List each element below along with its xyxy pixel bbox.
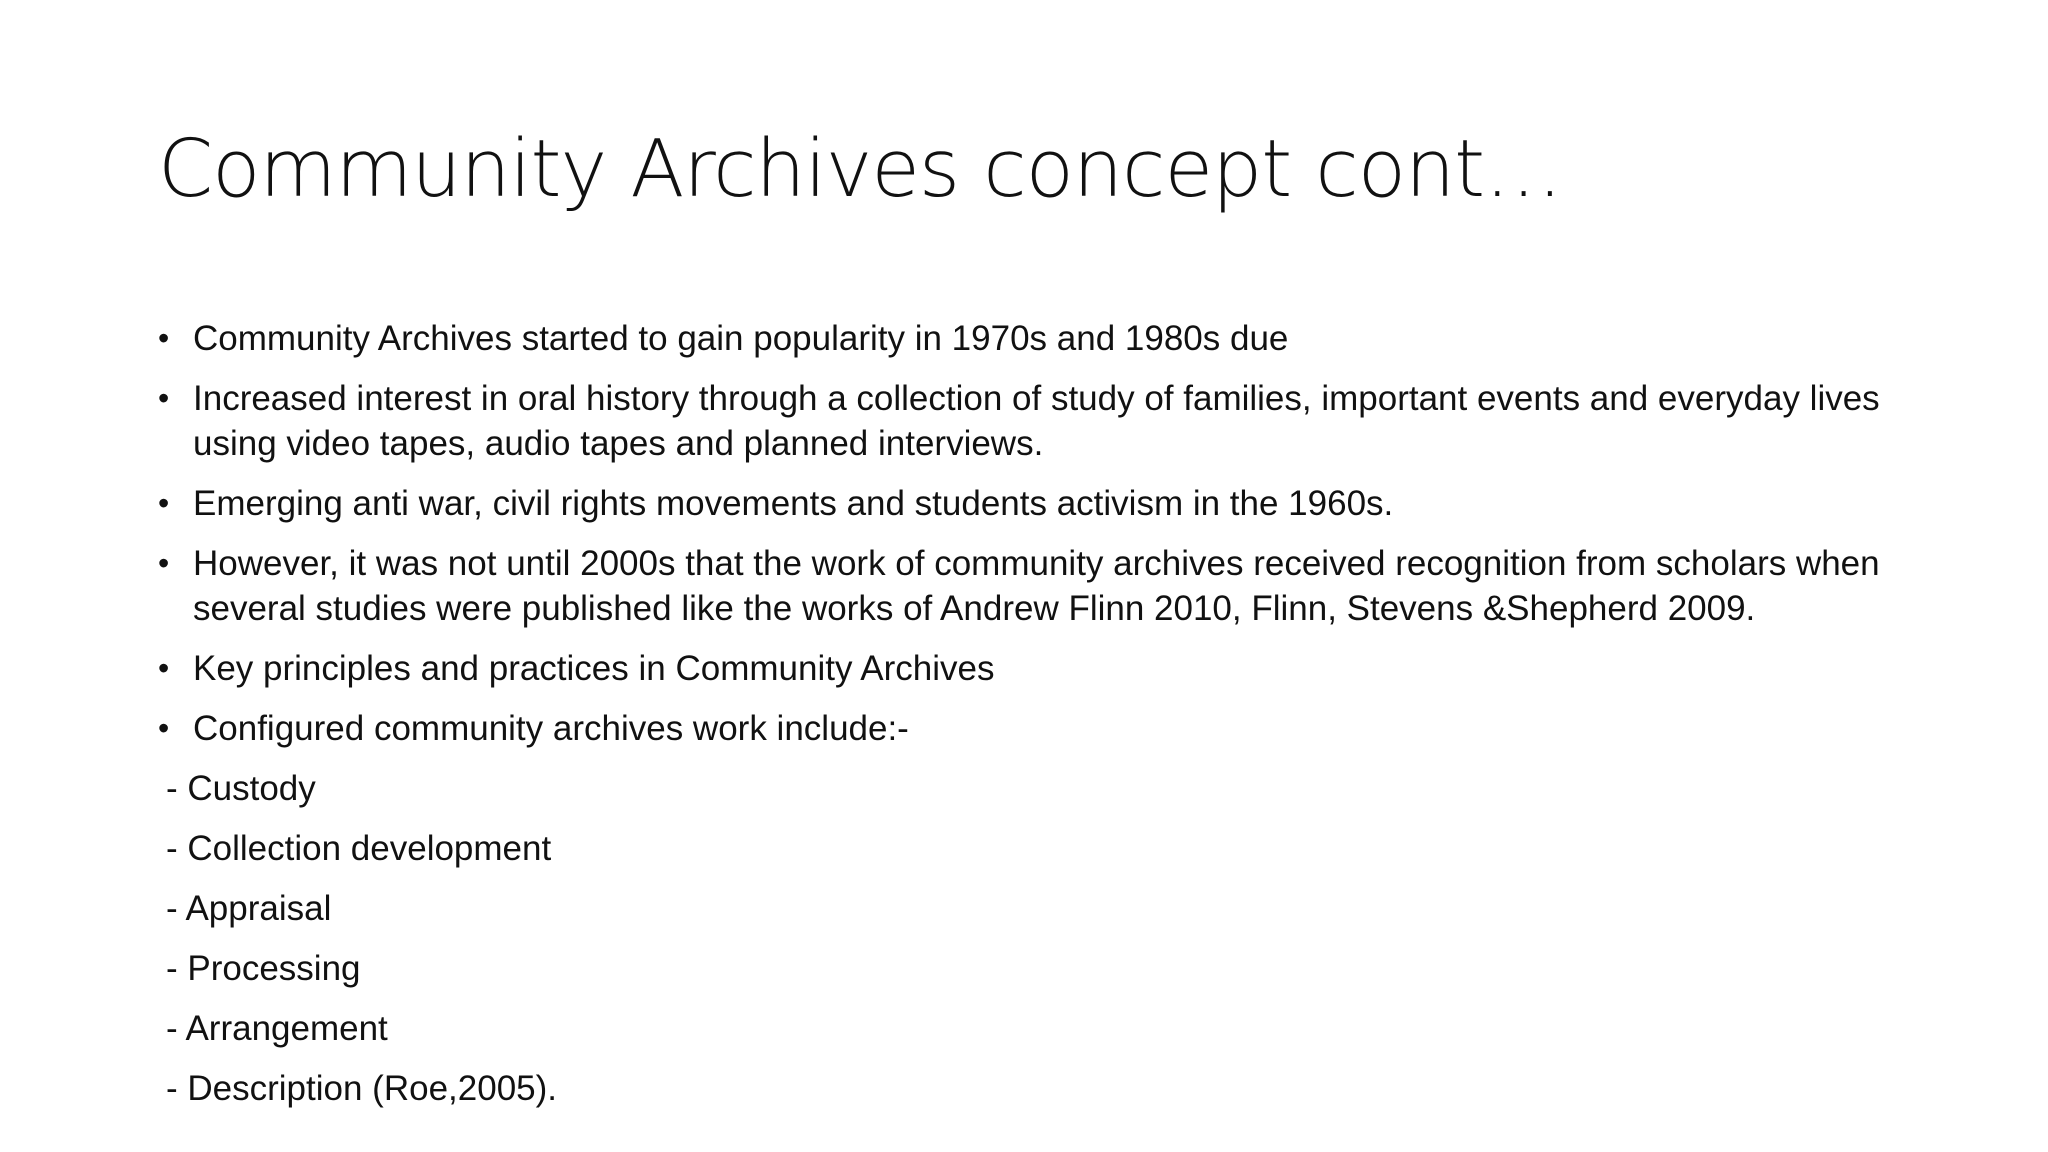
- sub-item-description: - Description (Roe,2005).: [166, 1069, 557, 1108]
- slide-title: Community Archives concept cont…: [158, 123, 1563, 215]
- bullet-item: [158, 646, 1918, 691]
- bullet-item: [158, 541, 1918, 631]
- bullet-text: However, it was not until 2000s that the work of community archives received recognition from scholars when several studies were published like the works of Andrew Flinn 2010, Flinn, Stevens &Shepherd 2009.: [193, 544, 1880, 628]
- bullet-icon: •: [158, 650, 170, 686]
- bullet-item: [158, 481, 1918, 526]
- bullet-icon: •: [158, 320, 170, 356]
- sub-item-appraisal: - Appraisal: [166, 889, 332, 928]
- bullet-item: [158, 706, 1918, 751]
- slide-body: [158, 316, 1918, 1126]
- bullet-icon: •: [158, 710, 170, 746]
- bullet-icon: •: [158, 485, 170, 521]
- bullet-text: Increased interest in oral history through a collection of study of families, important events and everyday lives using video tapes, audio tapes and planned interviews.: [193, 379, 1880, 463]
- bullet-text: Key principles and practices in Community Archives: [193, 649, 995, 688]
- bullet-text: Community Archives started to gain popularity in 1970s and 1980s due: [193, 319, 1289, 358]
- bullet-item: [158, 316, 1918, 361]
- sub-item-processing: - Processing: [166, 949, 361, 988]
- bullet-text: Emerging anti war, civil rights movements and students activism in the 1960s.: [193, 484, 1394, 523]
- bullet-icon: •: [158, 545, 170, 581]
- bullet-icon: •: [158, 380, 170, 416]
- bullet-text: Configured community archives work include:-: [193, 709, 909, 748]
- sub-item-custody: - Custody: [166, 769, 316, 808]
- sub-item-arrangement: - Arrangement: [166, 1009, 388, 1048]
- bullet-item: [158, 376, 1918, 466]
- sub-item-collection-development: - Collection development: [166, 829, 552, 868]
